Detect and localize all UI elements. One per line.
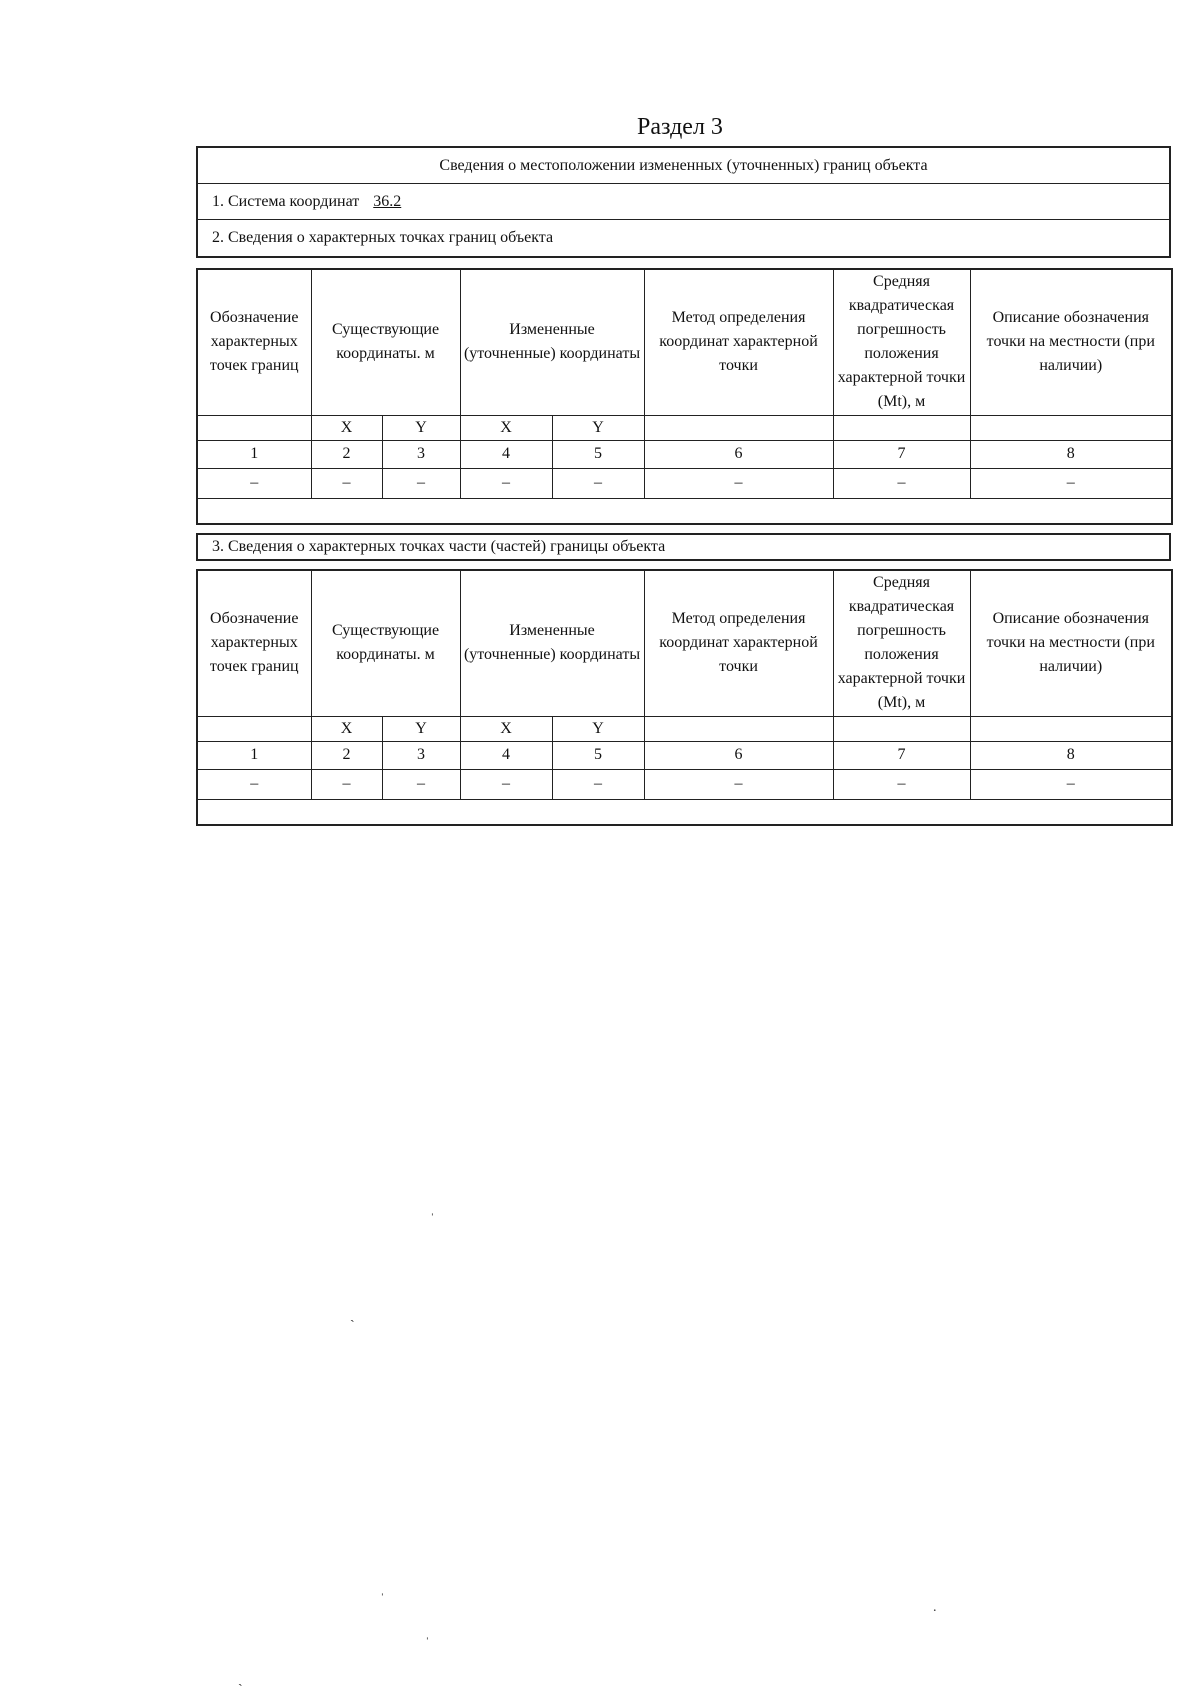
dash-cell: – (833, 769, 970, 799)
column-number: 4 (460, 440, 552, 468)
col-description: Описание обозначения точки на местности (при наличии) (970, 269, 1172, 415)
empty-cell (644, 716, 833, 741)
dash-cell: – (382, 769, 460, 799)
column-number: 2 (311, 440, 382, 468)
empty-row (197, 799, 1172, 825)
coord-system-row (198, 184, 1169, 220)
dash-cell: – (197, 468, 311, 498)
header-title: Сведения о местоположении измененных (уточненных) границ объекта (198, 148, 1169, 184)
dash-cell: – (197, 769, 311, 799)
dash-cell: – (644, 468, 833, 498)
x-header: X (311, 716, 382, 741)
col-existing: Существующие координаты. м (311, 269, 460, 415)
dash-cell: – (382, 468, 460, 498)
coord-system-label: 1. Система координат (212, 193, 360, 210)
dash-cell: – (970, 468, 1172, 498)
header-box (196, 146, 1171, 258)
y-header: Y (552, 716, 644, 741)
column-number: 6 (644, 741, 833, 769)
scan-speck: ˎ (238, 1672, 243, 1687)
y-header: Y (382, 415, 460, 440)
empty-cell (197, 716, 311, 741)
dash-cell: – (970, 769, 1172, 799)
column-number: 2 (311, 741, 382, 769)
column-number: 1 (197, 440, 311, 468)
column-number: 4 (460, 741, 552, 769)
column-number: 3 (382, 741, 460, 769)
col-designation: Обозначение характерных точек границ (197, 570, 311, 716)
column-number: 1 (197, 741, 311, 769)
col-error: Средняя квадратическая погрешность положения характерной точки (Mt), м (833, 570, 970, 716)
empty-cell (644, 415, 833, 440)
col-description: Описание обозначения точки на местности (при наличии) (970, 570, 1172, 716)
col-method: Метод определения координат характерной точки (644, 269, 833, 415)
col-error: Средняя квадратическая погрешность положения характерной точки (Mt), м (833, 269, 970, 415)
empty-cell (970, 716, 1172, 741)
part-heading: 3. Сведения о характерных точках части (частей) границы объекта (196, 533, 1171, 561)
x-header: X (460, 415, 552, 440)
x-header: X (460, 716, 552, 741)
x-header: X (311, 415, 382, 440)
col-method: Метод определения координат характерной точки (644, 570, 833, 716)
column-number: 3 (382, 440, 460, 468)
column-number: 7 (833, 440, 970, 468)
column-number: 5 (552, 741, 644, 769)
points-table (196, 268, 1173, 525)
scan-speck: . (933, 1600, 937, 1615)
col-changed: Измененные (уточненные) координаты (460, 269, 644, 415)
column-number: 8 (970, 741, 1172, 769)
points-heading: 2. Сведения о характерных точках границ объекта (212, 229, 554, 246)
dash-cell: – (552, 769, 644, 799)
dash-cell: – (311, 468, 382, 498)
empty-cell (833, 716, 970, 741)
dash-cell: – (644, 769, 833, 799)
column-number: 5 (552, 440, 644, 468)
col-existing: Существующие координаты. м (311, 570, 460, 716)
scan-speck: ˈ (380, 1592, 385, 1607)
column-number: 6 (644, 440, 833, 468)
dash-cell: – (311, 769, 382, 799)
empty-cell (833, 415, 970, 440)
y-header: Y (382, 716, 460, 741)
col-designation: Обозначение характерных точек границ (197, 269, 311, 415)
dash-cell: – (552, 468, 644, 498)
section-title: Раздел 3 (637, 114, 723, 140)
dash-cell: – (460, 769, 552, 799)
column-number: 8 (970, 440, 1172, 468)
part-points-table (196, 569, 1173, 826)
scan-speck: ˏ (350, 1308, 355, 1323)
dash-cell: – (460, 468, 552, 498)
dash-cell: – (833, 468, 970, 498)
empty-cell (197, 415, 311, 440)
y-header: Y (552, 415, 644, 440)
scan-speck: ˈ (425, 1636, 430, 1651)
column-number: 7 (833, 741, 970, 769)
empty-row (197, 498, 1172, 524)
col-changed: Измененные (уточненные) координаты (460, 570, 644, 716)
coord-system-value: 36.2 (373, 193, 402, 210)
scan-speck: ˈ (430, 1212, 435, 1227)
empty-cell (970, 415, 1172, 440)
